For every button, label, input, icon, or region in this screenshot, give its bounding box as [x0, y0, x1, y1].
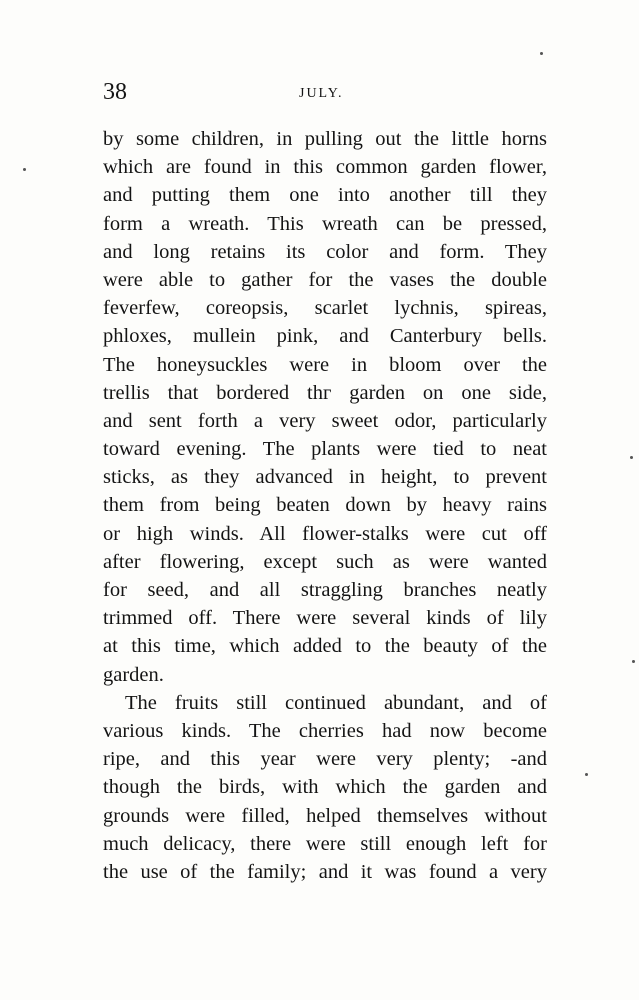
text-line: which are found in this common garden flower, [103, 156, 547, 179]
print-speck [23, 168, 26, 171]
text-line: by some children, in pulling out the little horns [103, 128, 547, 150]
text-line: grounds were filled, helped themselves without [103, 804, 547, 827]
text-line: at this time, which added to the beauty of the [103, 635, 547, 658]
print-speck [585, 773, 588, 776]
text-line: phloxes, mullein pink, and Canterbury bells. [103, 325, 547, 348]
page-number: 38 [103, 79, 127, 105]
text-line: or high winds. All flower-stalks were cut off [103, 522, 547, 545]
text-line: after flowering, except such as were wanted [103, 550, 547, 573]
text-line: form a wreath. This wreath can be pressed, [103, 212, 547, 235]
text-line: trellis that bordered thᴦ garden on one side, [103, 381, 547, 404]
text-line: and long retains its color and form. They [103, 240, 547, 263]
text-line: various kinds. The cherries had now become [103, 719, 547, 742]
text-line: though the birds, with which the garden and [103, 776, 547, 799]
text-line: the use of the family; and it was found a very [103, 860, 547, 883]
page-header [103, 76, 547, 108]
text-line: The honeysuckles were in bloom over the [103, 353, 547, 376]
text-line: were able to gather for the vases the double [103, 268, 547, 291]
text-line: and putting them one into another till they [103, 184, 547, 207]
text-line: trimmed off. There were several kinds of lily [103, 607, 547, 630]
text-line: much delicacy, there were still enough left for [103, 832, 547, 855]
body-text [103, 125, 547, 886]
text-line: for seed, and all straggling branches neatly [103, 579, 547, 601]
text-line: sticks, as they advanced in height, to prevent [103, 466, 547, 489]
paragraph-start-line: The fruits still continued abundant, and of [125, 691, 547, 714]
text-line: ripe, and this year were very plenty; -and [103, 748, 547, 771]
text-line: toward evening. The plants were tied to neat [103, 438, 547, 461]
text-line: them from being beaten down by heavy rains [103, 494, 547, 517]
paragraph-end-line: garden. [103, 663, 164, 686]
print-speck [632, 660, 635, 663]
print-speck [630, 456, 633, 459]
text-line: and sent forth a very sweet odor, particularly [103, 409, 547, 432]
running-head: JULY. [299, 86, 344, 101]
print-speck [540, 52, 543, 55]
text-line: feverfew, coreopsis, scarlet lychnis, spireas, [103, 297, 547, 320]
